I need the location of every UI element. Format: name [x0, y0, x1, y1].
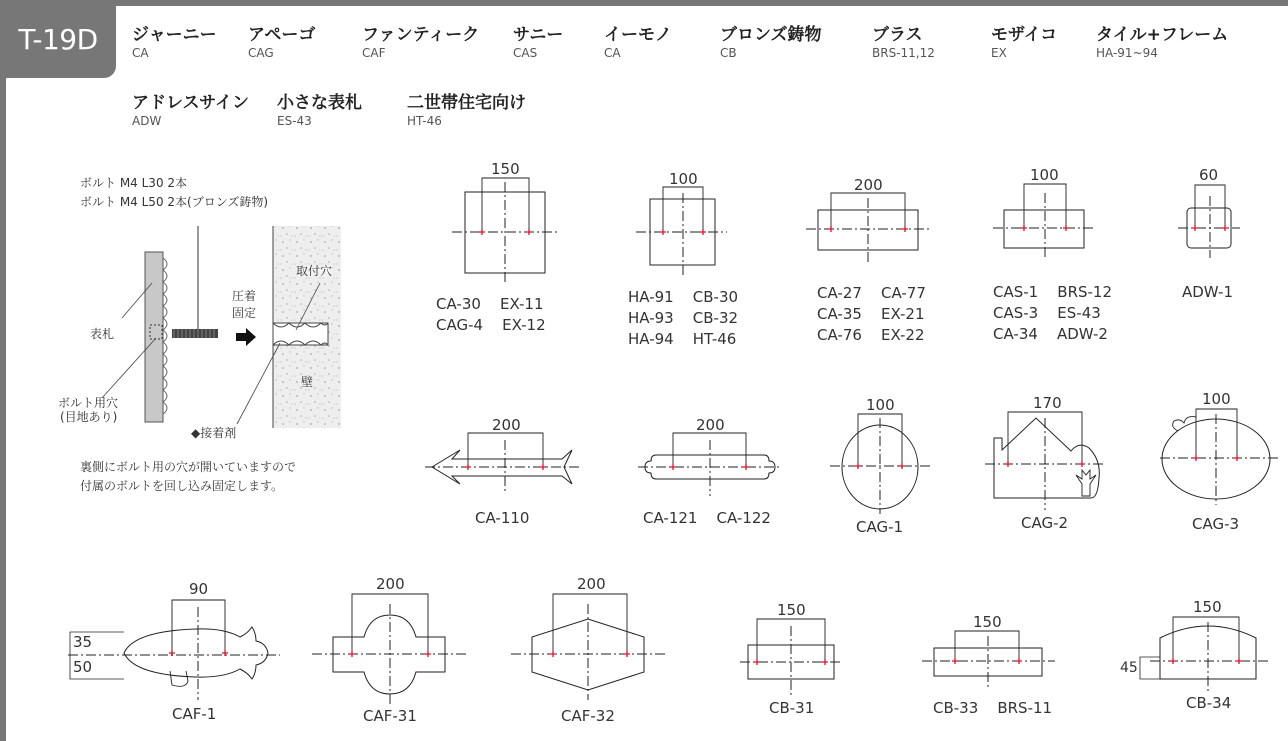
series-code: BRS-11,12 — [872, 46, 935, 60]
series-name: サニー — [513, 25, 564, 45]
drawing-cb33 — [922, 631, 1055, 688]
series-name: アペーゴ — [248, 25, 316, 45]
series-name: ブロンズ鋳物 — [720, 25, 822, 45]
drawing-100-wide — [993, 184, 1095, 260]
series-name: モザイコ — [991, 25, 1058, 45]
caption-line: HA-94 HT-46 — [628, 330, 737, 348]
mount-hole-label: 取付穴 — [296, 264, 333, 278]
dim-label: 200 — [696, 416, 725, 434]
drawing-caf31 — [312, 594, 468, 704]
wall-label: 壁 — [301, 375, 314, 389]
dim-label: 200 — [577, 575, 606, 593]
dim-label: 150 — [777, 601, 806, 619]
press-label: 圧着 — [232, 289, 257, 303]
caption-line: CAF-1 — [172, 705, 217, 723]
install-note-2: 付属のボルトを回し込み固定します。 — [80, 479, 284, 493]
series-name: 小さな表札 — [277, 93, 362, 113]
adhesive-label: ◆接着剤 — [191, 426, 237, 440]
dim-label: 200 — [854, 176, 883, 194]
install-note-1: 裏側にボルト用の穴が開いていますので — [80, 460, 297, 474]
dim-label: 100 — [669, 170, 698, 188]
drawing-cb31 — [740, 619, 840, 695]
series-code: CAF — [362, 46, 386, 60]
series-name: イーモノ — [604, 25, 672, 45]
drawing-cag3-oval — [1160, 409, 1278, 505]
dim-label: 50 — [73, 658, 93, 676]
dim-label: 100 — [1202, 390, 1231, 408]
series-name: ブラス — [872, 25, 923, 45]
drawing-caf1-zeppelin — [68, 600, 280, 700]
dim-label: 45 — [1120, 660, 1138, 676]
bolt-spec-2: ボルト M4 L50 2本(ブロンズ鋳物) — [80, 195, 269, 209]
series-name: アドレスサイン — [132, 93, 249, 113]
dim-label: 35 — [73, 633, 93, 651]
dim-label: 200 — [492, 416, 521, 434]
series-code: ADW — [132, 114, 162, 128]
drawing-60-small — [1178, 185, 1240, 258]
series-code: HT-46 — [407, 114, 442, 128]
series-code: ES-43 — [277, 114, 312, 128]
drawing-arrow-ca110 — [425, 433, 580, 494]
caption-line: CAG-4 EX-12 — [436, 316, 546, 334]
caption-line: HA-93 CB-32 — [628, 309, 739, 327]
series-code: HA-91~94 — [1096, 46, 1158, 60]
series-code: CAG — [248, 46, 274, 60]
series-code: CA — [604, 46, 621, 60]
caption-line: CB-31 — [769, 699, 815, 717]
caption-line: CAF-31 — [363, 707, 417, 725]
bolt-hole-sublabel: (目地あり) — [60, 410, 118, 424]
caption-line: HA-91 CB-30 — [628, 288, 739, 306]
dim-label: 150 — [973, 613, 1002, 631]
caption-line: CA-27 CA-77 — [817, 284, 926, 302]
drawing-cag1-circle — [830, 414, 930, 514]
bolt-hole-label: ボルト用穴 — [58, 396, 119, 410]
caption-line: CA-34 ADW-2 — [993, 325, 1108, 343]
caption-line: CAG-2 — [1021, 514, 1069, 532]
caption-line: CA-76 EX-22 — [817, 326, 925, 344]
drawing-200-wide — [806, 193, 930, 262]
drawing-ca121 — [638, 433, 782, 496]
caption-line: CAS-1 BRS-12 — [993, 283, 1113, 301]
caption-line: CAF-32 — [561, 707, 615, 725]
series-name: 二世帯住宅向け — [407, 93, 526, 113]
drawing-100-rect — [636, 187, 727, 275]
series-name: ジャーニー — [132, 25, 217, 45]
caption-line: CA-110 — [475, 509, 530, 527]
fix-label: 固定 — [232, 306, 257, 320]
caption-line: CA-35 EX-21 — [817, 305, 925, 323]
series-code: EX — [991, 46, 1007, 60]
series-code: CB — [720, 46, 737, 60]
caption-line: CA-121 CA-122 — [643, 509, 771, 527]
dim-label: 150 — [491, 160, 520, 178]
drawing-cb34 — [1140, 617, 1270, 692]
caption-line: CB-33 BRS-11 — [933, 699, 1053, 717]
caption-line: CAG-3 — [1192, 515, 1240, 533]
caption-line: CB-34 — [1186, 694, 1232, 712]
series-name: ファンティーク — [362, 25, 480, 45]
dim-label: 100 — [1030, 166, 1059, 184]
series-name: タイル+フレーム — [1096, 25, 1229, 45]
caption-line: CA-30 EX-11 — [436, 295, 544, 313]
dim-label: 90 — [189, 580, 209, 598]
drawing-cag2-house — [985, 412, 1105, 510]
dim-label: 170 — [1033, 394, 1062, 412]
series-code: CA — [132, 46, 149, 60]
caption-line: ADW-1 — [1182, 283, 1233, 301]
caption-line: CAG-1 — [856, 518, 904, 536]
series-code: CAS — [513, 46, 538, 60]
install-illustration — [102, 226, 341, 428]
caption-line: CAS-3 ES-43 — [993, 304, 1101, 322]
bolt-spec-1: ボルト M4 L30 2本 — [80, 176, 188, 190]
product-badge: T-19D — [0, 0, 116, 78]
drawing-150-square — [452, 178, 558, 285]
drawing-caf32 — [511, 594, 666, 700]
dim-label: 60 — [1199, 166, 1219, 184]
dim-label: 150 — [1193, 598, 1222, 616]
plate-label: 表札 — [90, 327, 115, 341]
dim-label: 100 — [866, 396, 895, 414]
dim-label: 200 — [376, 575, 405, 593]
